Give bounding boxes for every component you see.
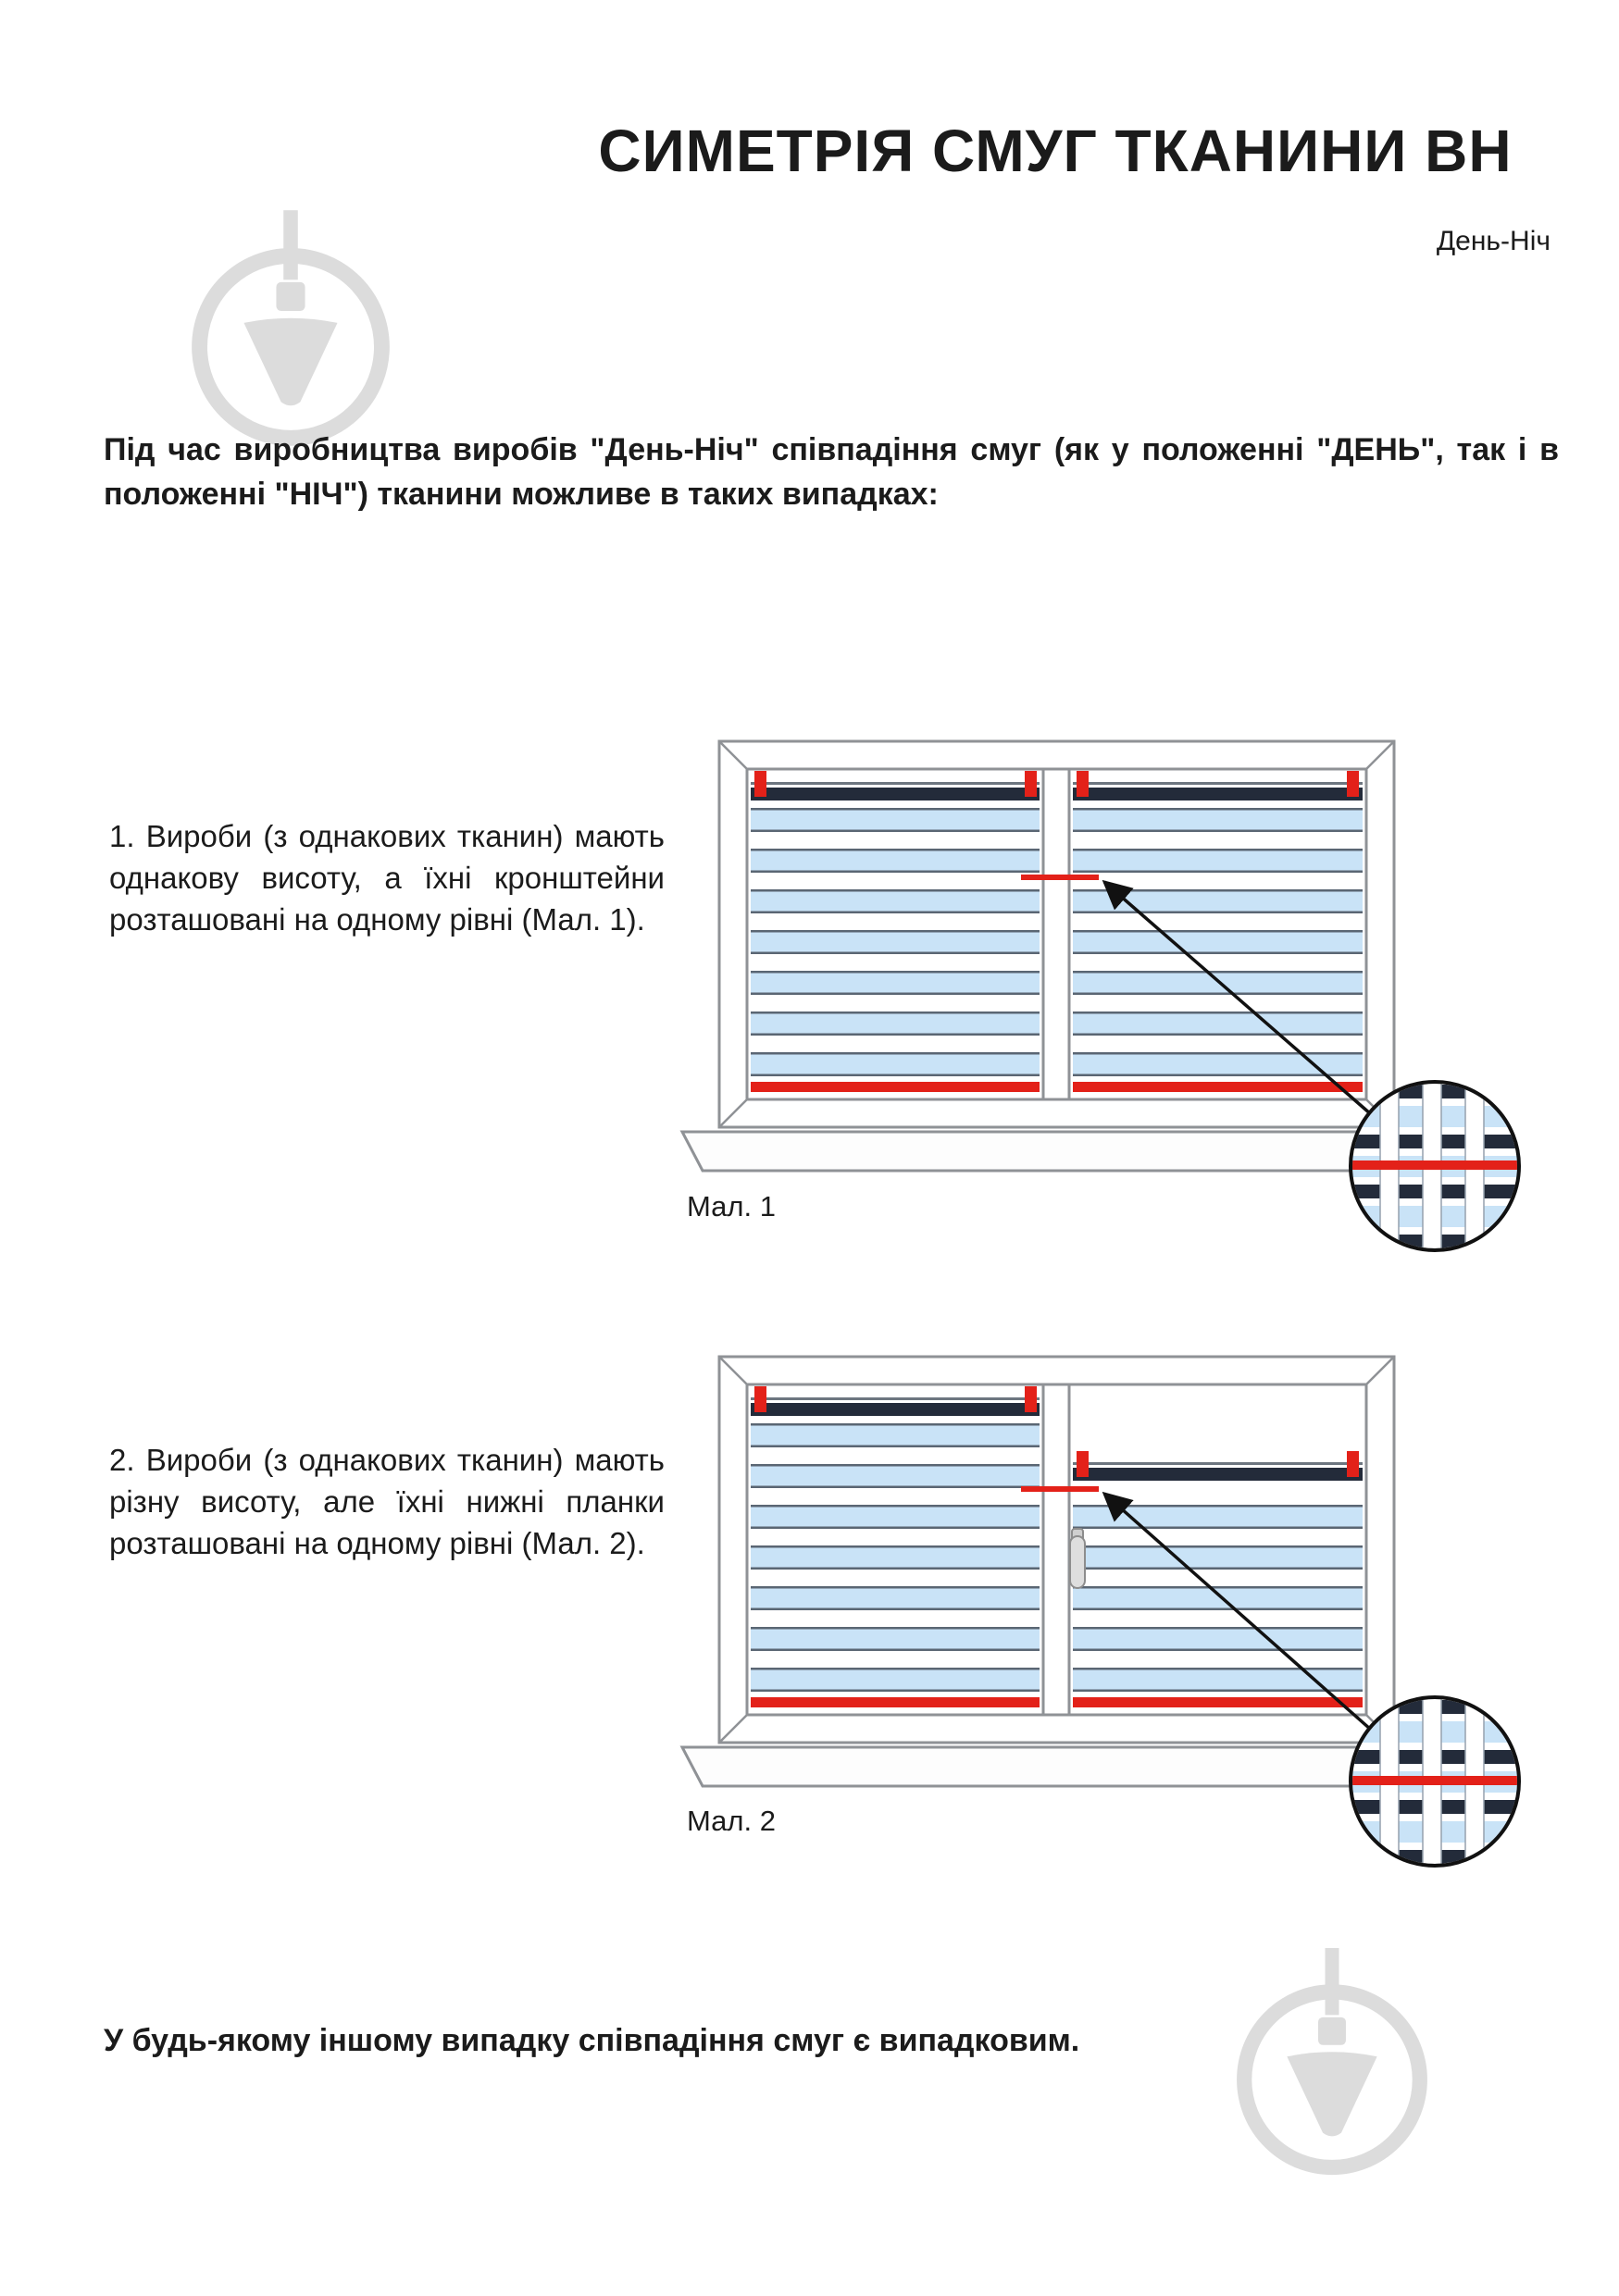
page-title: СИМЕТРІЯ СМУГ ТКАНИНИ ВН xyxy=(598,118,1513,184)
bracket-icon xyxy=(1347,1451,1359,1477)
figure-1-illustration xyxy=(662,736,1532,1365)
figure-2-caption: Мал. 2 xyxy=(687,1805,776,1837)
case-1-text: 1. Вироби (з однакових тканин) мають однакову висоту, а їхні кронштейни розташовані на одному рівні (Мал. 1). xyxy=(109,819,665,937)
figure-1-caption: Мал. 1 xyxy=(687,1190,776,1222)
window-handle xyxy=(1070,1529,1085,1588)
figure-1-svg xyxy=(662,736,1532,1365)
bracket-icon xyxy=(1347,771,1359,797)
window-sill xyxy=(682,1132,1414,1171)
bracket-icon xyxy=(1025,771,1037,797)
brand-logo-icon xyxy=(165,205,417,457)
bracket-icon xyxy=(754,1386,766,1412)
brand-watermark-bottom xyxy=(1211,1943,1453,2186)
intro-paragraph: Під час виробництва виробів "День-Ніч" співпадіння смуг (як у положенні "ДЕНЬ", так і в положенні "НІЧ") тканини можливе в таких випадках: xyxy=(104,432,1559,513)
bracket-icon xyxy=(754,771,766,797)
bracket-icon xyxy=(1025,1386,1037,1412)
figure-2-illustration xyxy=(662,1351,1532,1980)
brand-watermark-top xyxy=(165,205,417,457)
blind-right xyxy=(1073,1451,1363,1707)
blind-right xyxy=(1073,771,1363,1092)
conclusion-text: У будь-якому іншому випадку співпадіння смуг є випадковим. xyxy=(104,2023,1080,2058)
blind-left xyxy=(751,1386,1040,1707)
window-sill xyxy=(682,1747,1414,1786)
page-subtitle: День-Ніч xyxy=(1436,226,1551,256)
bracket-icon xyxy=(1077,1451,1089,1477)
blind-left xyxy=(751,771,1040,1092)
case-2-text: 2. Вироби (з однакових тканин) мають різну висоту, але їхні нижні планки розташовані на одному рівні (Мал. 2). xyxy=(109,1443,665,1560)
alignment-marker xyxy=(1021,875,1099,880)
alignment-marker xyxy=(1021,1486,1099,1492)
bracket-icon xyxy=(1077,771,1089,797)
brand-logo-icon xyxy=(1211,1943,1453,2186)
figure-2-svg xyxy=(662,1351,1532,1980)
